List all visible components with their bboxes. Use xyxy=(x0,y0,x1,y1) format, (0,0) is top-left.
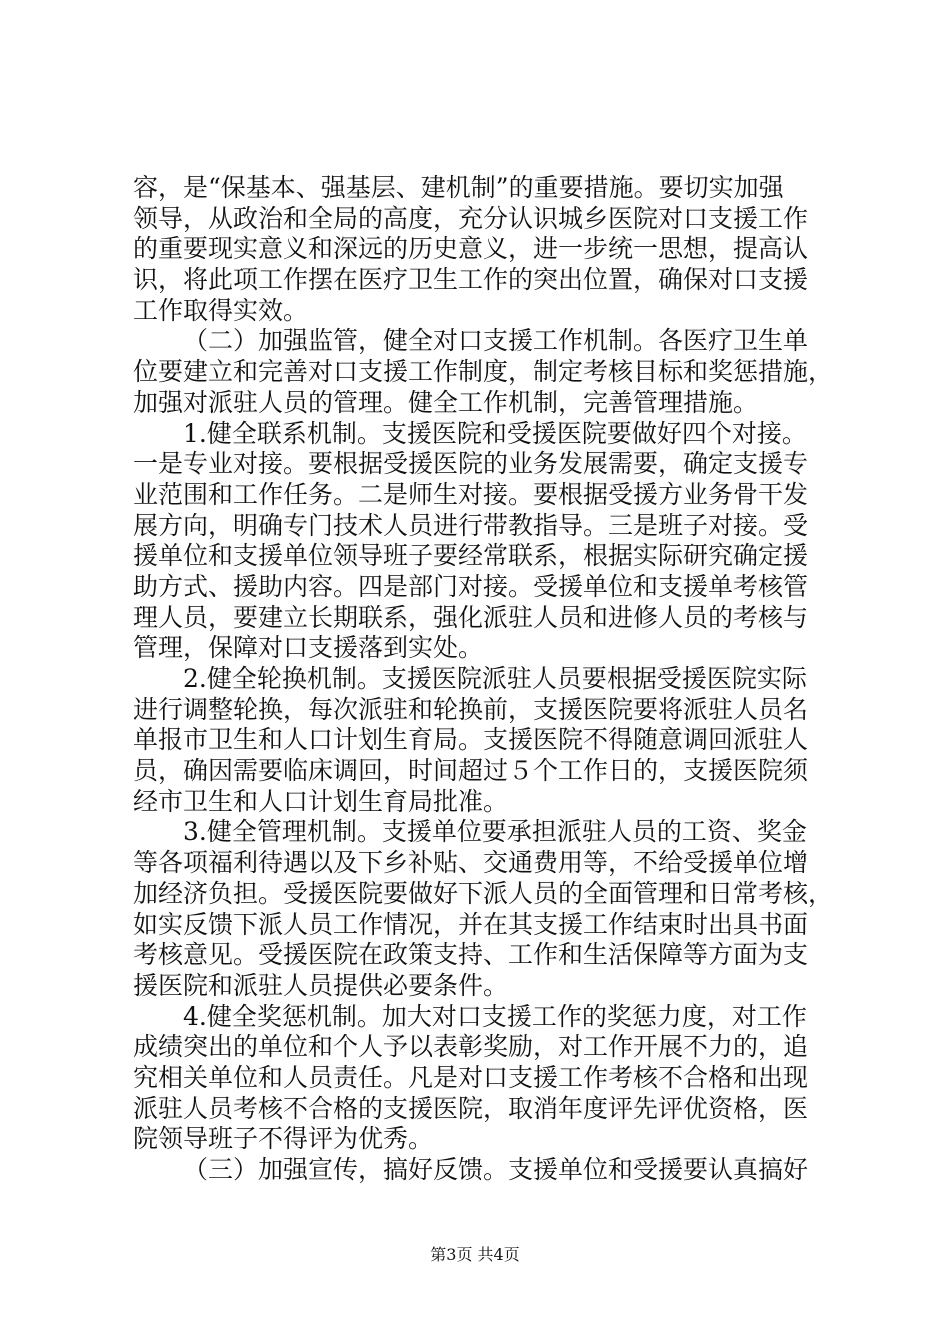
body-line: 员，确因需要临床调回，时间超过５个工作日的，支援医院须 xyxy=(133,756,809,785)
body-line: 院领导班子不得评为优秀。 xyxy=(133,1124,434,1153)
body-line: 等各项福利待遇以及下乡补贴、交通费用等，不给受援单位增 xyxy=(133,848,809,877)
body-line: 容，是“保基本、强基层、建机制”的重要措施。要切实加强 xyxy=(133,173,784,202)
body-line: 考核意见。受援医院在政策支持、工作和生活保障等方面为支 xyxy=(133,940,809,969)
section-heading-line: （三）加强宣传，搞好反馈。支援单位和受援要认真搞好 xyxy=(183,1155,809,1184)
body-line: 管理，保障对口支援落到实处。 xyxy=(133,633,484,662)
section-heading-line: （二）加强监管，健全对口支援工作机制。各医疗卫生单 xyxy=(183,326,809,355)
body-line: 业范围和工作任务。二是师生对接。要根据受援方业务骨干发 xyxy=(133,480,809,509)
body-line: 理人员，要建立长期联系，强化派驻人员和进修人员的考核与 xyxy=(133,603,809,632)
body-line: 进行调整轮换，每次派驻和轮换前，支援医院要将派驻人员名 xyxy=(133,695,809,724)
body-line: 究相关单位和人员责任。凡是对口支援工作考核不合格和出现 xyxy=(133,1063,809,1092)
body-line: 一是专业对接。要根据受援医院的业务发展需要，确定支援专 xyxy=(133,449,809,478)
numbered-item-line: 3.健全管理机制。支援单位要承担派驻人员的工资、奖金 xyxy=(183,817,807,846)
body-line: 的重要现实意义和深远的历史意义，进一步统一思想，提高认 xyxy=(133,234,809,263)
body-line: 援医院和派驻人员提供必要条件。 xyxy=(133,971,509,1000)
body-line: 援单位和支援单位领导班子要经常联系，根据实际研究确定援 xyxy=(133,541,809,570)
body-line: 助方式、援助内容。四是部门对接。受援单位和支援单考核管 xyxy=(133,572,809,601)
numbered-item-line: 1.健全联系机制。支援医院和受援医院要做好四个对接。 xyxy=(183,419,807,448)
body-line: 工作取得实效。 xyxy=(133,296,309,325)
body-line: 领导，从政治和全局的高度，充分认识城乡医院对口支援工作 xyxy=(133,204,809,233)
body-line: 加强对派驻人员的管理。健全工作机制，完善管理措施。 xyxy=(133,388,759,417)
body-line: 位要建立和完善对口支援工作制度，制定考核目标和奖惩措施， xyxy=(133,357,834,386)
body-line: 识，将此项工作摆在医疗卫生工作的突出位置，确保对口支援 xyxy=(133,265,809,294)
body-line: 展方向，明确专门技术人员进行带教指导。三是班子对接。受 xyxy=(133,511,809,540)
page-footer: 第3页 共4页 xyxy=(430,1245,520,1264)
numbered-item-line: 4.健全奖惩机制。加大对口支援工作的奖惩力度，对工作 xyxy=(183,1002,807,1031)
body-line: 成绩突出的单位和个人予以表彰奖励，对工作开展不力的，追 xyxy=(133,1032,809,1061)
body-line: 单报市卫生和人口计划生育局。支援医院不得随意调回派驻人 xyxy=(133,725,809,754)
body-line: 加经济负担。受援医院要做好下派人员的全面管理和日常考核， xyxy=(133,879,834,908)
body-line: 经市卫生和人口计划生育局批准。 xyxy=(133,787,509,816)
body-line: 派驻人员考核不合格的支援医院，取消年度评先评优资格，医 xyxy=(133,1094,809,1123)
numbered-item-line: 2.健全轮换机制。支援医院派驻人员要根据受援医院实际 xyxy=(183,664,807,693)
body-line: 如实反馈下派人员工作情况，并在其支援工作结束时出具书面 xyxy=(133,910,809,939)
